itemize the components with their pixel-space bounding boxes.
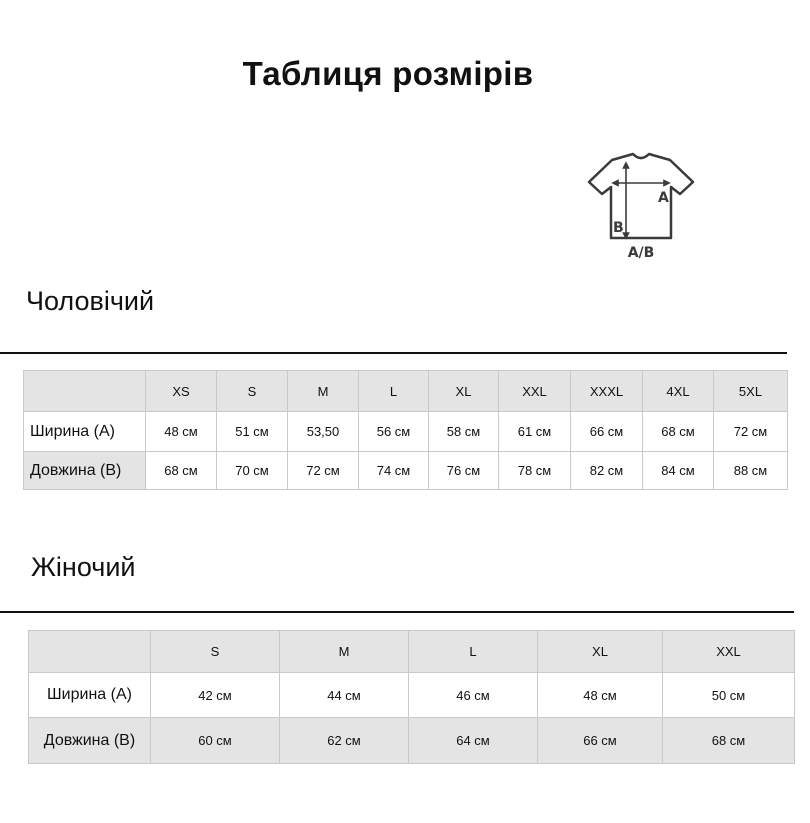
- size-header: XXL: [499, 371, 571, 412]
- row-label: Довжина (В): [24, 452, 146, 490]
- table-cell: 78 см: [499, 452, 571, 490]
- table-cell: 66 см: [538, 718, 663, 764]
- header-empty-cell: [29, 631, 151, 673]
- table-cell: 48 см: [146, 412, 217, 452]
- tshirt-measurement-icon: [583, 150, 699, 262]
- size-header: 4XL: [643, 371, 714, 412]
- row-label: Ширина (А): [29, 673, 151, 718]
- table-row: [29, 718, 795, 764]
- header-empty-cell: [24, 371, 146, 412]
- size-header: XS: [146, 371, 217, 412]
- table-cell: 44 см: [280, 673, 409, 718]
- men-divider: [0, 352, 787, 354]
- size-header: M: [288, 371, 359, 412]
- size-header: XXL: [663, 631, 795, 673]
- size-header: L: [359, 371, 429, 412]
- size-header: S: [217, 371, 288, 412]
- table-cell: 61 см: [499, 412, 571, 452]
- table-cell: 50 см: [663, 673, 795, 718]
- table-cell: 66 см: [571, 412, 643, 452]
- table-cell: 68 см: [146, 452, 217, 490]
- table-cell: 51 см: [217, 412, 288, 452]
- table-cell: 76 см: [429, 452, 499, 490]
- table-cell: 62 см: [280, 718, 409, 764]
- table-cell: 60 см: [151, 718, 280, 764]
- table-cell: 72 см: [714, 412, 788, 452]
- table-cell: 72 см: [288, 452, 359, 490]
- table-cell: 68 см: [663, 718, 795, 764]
- table-cell: 64 см: [409, 718, 538, 764]
- table-cell: 88 см: [714, 452, 788, 490]
- table-cell: 68 см: [643, 412, 714, 452]
- men-section-title: Чоловічий: [26, 286, 155, 316]
- women-divider: [0, 611, 794, 613]
- table-cell: 48 см: [538, 673, 663, 718]
- label-a: A: [658, 190, 669, 206]
- table-cell: 74 см: [359, 452, 429, 490]
- men-size-table: [23, 370, 788, 490]
- size-header: 5XL: [714, 371, 788, 412]
- size-header: S: [151, 631, 280, 673]
- table-header-row: [29, 631, 795, 673]
- table-header-row: [24, 371, 788, 412]
- label-b: B: [613, 220, 624, 236]
- size-header: L: [409, 631, 538, 673]
- table-cell: 42 см: [151, 673, 280, 718]
- table-row: [29, 673, 795, 718]
- row-label: Ширина (А): [24, 412, 146, 452]
- table-row: [24, 412, 788, 452]
- label-ab: A/B: [627, 245, 655, 261]
- size-header: XL: [429, 371, 499, 412]
- table-cell: 84 см: [643, 452, 714, 490]
- table-cell: 58 см: [429, 412, 499, 452]
- size-header: XXXL: [571, 371, 643, 412]
- table-cell: 53,50: [288, 412, 359, 452]
- table-cell: 46 см: [409, 673, 538, 718]
- table-cell: 70 см: [217, 452, 288, 490]
- size-header: XL: [538, 631, 663, 673]
- row-label: Довжина (В): [29, 718, 151, 764]
- table-cell: 56 см: [359, 412, 429, 452]
- size-header: M: [280, 631, 409, 673]
- women-section-title: Жіночий: [31, 552, 136, 582]
- women-size-table: [28, 630, 795, 764]
- table-cell: 82 см: [571, 452, 643, 490]
- table-row: [24, 452, 788, 490]
- page-title: Таблиця розмірів: [242, 55, 534, 92]
